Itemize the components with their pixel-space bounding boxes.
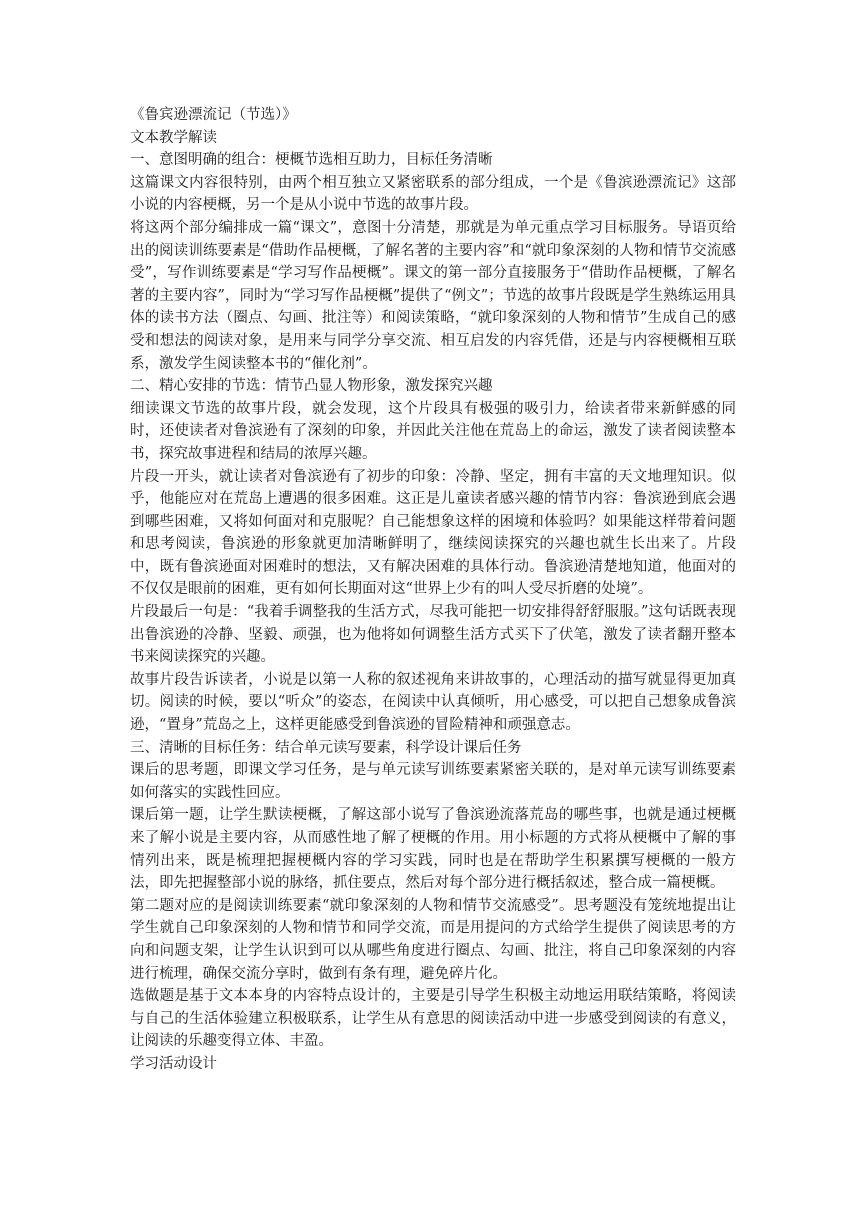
heading-2: 二、精心安排的节选：情节凸显人物形象，激发探究兴趣 [130, 378, 493, 395]
paragraph: 选做题是基于文本本身的内容特点设计的，主要是引导学生积极主动地运用联结策略，将阅读与自己的生活体验建立积极联系，让学生从有意思的阅读活动中进一步感受到阅读的有意义，让阅读的乐趣变得立体、丰盈。 [130, 988, 736, 1050]
paragraph: 片段最后一句是：“我着手调整我的生活方式，尽我可能把一切安排得舒舒服服。”这句话既表现出鲁滨逊的冷静、坚毅、顽强，也为他将如何调整生活方式买下了伏笔，激发了读者翻开整本书来阅读探究的兴趣。 [130, 604, 736, 666]
document-page [130, 104, 736, 1076]
paragraph: 第二题对应的是阅读训练要素“就印象深刻的人物和情节交流感受”。思考题没有笼统地提出让学生就自己印象深刻的人物和情节和同学交流，而是用提问的方式给学生提供了阅读思考的方向和问题支架，让学生认识到可以从哪些角度进行圈点、勾画、批注，将自己印象深刻的内容进行梳理，确保交流分享时，做到有条有理，避免碎片化。 [130, 897, 736, 982]
heading-1: 一、意图明确的组合：梗概节选相互助力，目标任务清晰 [130, 152, 493, 169]
paragraph: 将这两个部分编排成一篇“课文”，意图十分清楚，那就是为单元重点学习目标服务。导语页给出的阅读训练要素是“借助作品梗概，了解名著的主要内容”和“就印象深刻的人物和情节交流感受”，写作训练要素是“学习写作品梗概”。课文的第一部分直接服务于“借助作品梗概，了解名著的主要内容”，同时为“学习写作品梗概”提供了“例文”；节选的故事片段既是学生熟练运用具体的读书方法（圈点、勾画、批注等）和阅读策略，“就印象深刻的人物和情节”生成自己的感受和想法的阅读对象，是用来与同学分享交流、相互启发的内容凭借，还是与内容梗概相互联系，激发学生阅读整本书的“催化剂”。 [130, 219, 736, 372]
heading-3: 三、清晰的目标任务：结合单元读写要素，科学设计课后任务 [130, 739, 522, 756]
paragraph: 这篇课文内容很特别，由两个相互独立又紧密联系的部分组成，一个是《鲁滨逊漂流记》这部小说的内容梗概，另一个是从小说中节选的故事片段。 [130, 174, 736, 214]
paragraph: 课后的思考题，即课文学习任务，是与单元读写训练要素紧密关联的，是对单元读写训练要素如何落实的实践性回应。 [130, 762, 736, 801]
paragraph: 故事片段告诉读者，小说是以第一人称的叙述视角来讲故事的，心理活动的描写就显得更加真切。阅读的时候，要以“听众”的姿态，在阅读中认真倾听，用心感受，可以把自己想象成鲁滨逊，“置身”荒岛之上，这样更能感受到鲁滨逊的冒险精神和顽强意志。 [130, 671, 736, 734]
paragraph: 细读课文节选的故事片段，就会发现，这个片段具有极强的吸引力，给读者带来新鲜感的同时，还使读者对鲁滨逊有了深刻的印象，并因此关注他在荒岛上的命运，激发了读者阅读整本书，探究故事进程和结局的浓厚兴趣。 [130, 400, 736, 462]
section-title: 文本教学解读 [130, 129, 217, 146]
document-title: 《鲁宾逊漂流记（节选）》 [130, 107, 297, 123]
paragraph: 课后第一题，让学生默读梗概，了解这部小说写了鲁滨逊流落荒岛的哪些事，也就是通过梗概来了解小说是主要内容，从而感性地了解了梗概的作用。用小标题的方式将从梗概中了解的事情列出来，既是梳理把握梗概内容的学习实践，同时也是在帮助学生积累撰写梗概的一般方法，即先把握整部小说的脉络，抓住要点，然后对每个部分进行概括叙述，整合成一篇梗概。 [130, 807, 736, 892]
section-title-activity: 学习活动设计 [130, 1055, 217, 1072]
paragraph: 片段一开头，就让读者对鲁滨逊有了初步的印象：冷静、坚定，拥有丰富的天文地理知识。似乎，他能应对在荒岛上遭遇的很多困难。这正是儿童读者感兴趣的情节内容：鲁滨逊到底会遇到哪些困难，又将如何面对和克服呢？自己能想象这样的困境和体验吗？如果能这样带着问题和思考阅读，鲁滨逊的形象就更加清晰鲜明了，继续阅读探究的兴趣也就生长出来了。片段中，既有鲁滨逊面对困难时的想法，又有解决困难的具体行动。鲁滨逊清楚地知道，他面对的不仅仅是眼前的困难，更有如何长期面对这“世界上少有的叫人受尽折磨的处境”。 [130, 468, 736, 598]
